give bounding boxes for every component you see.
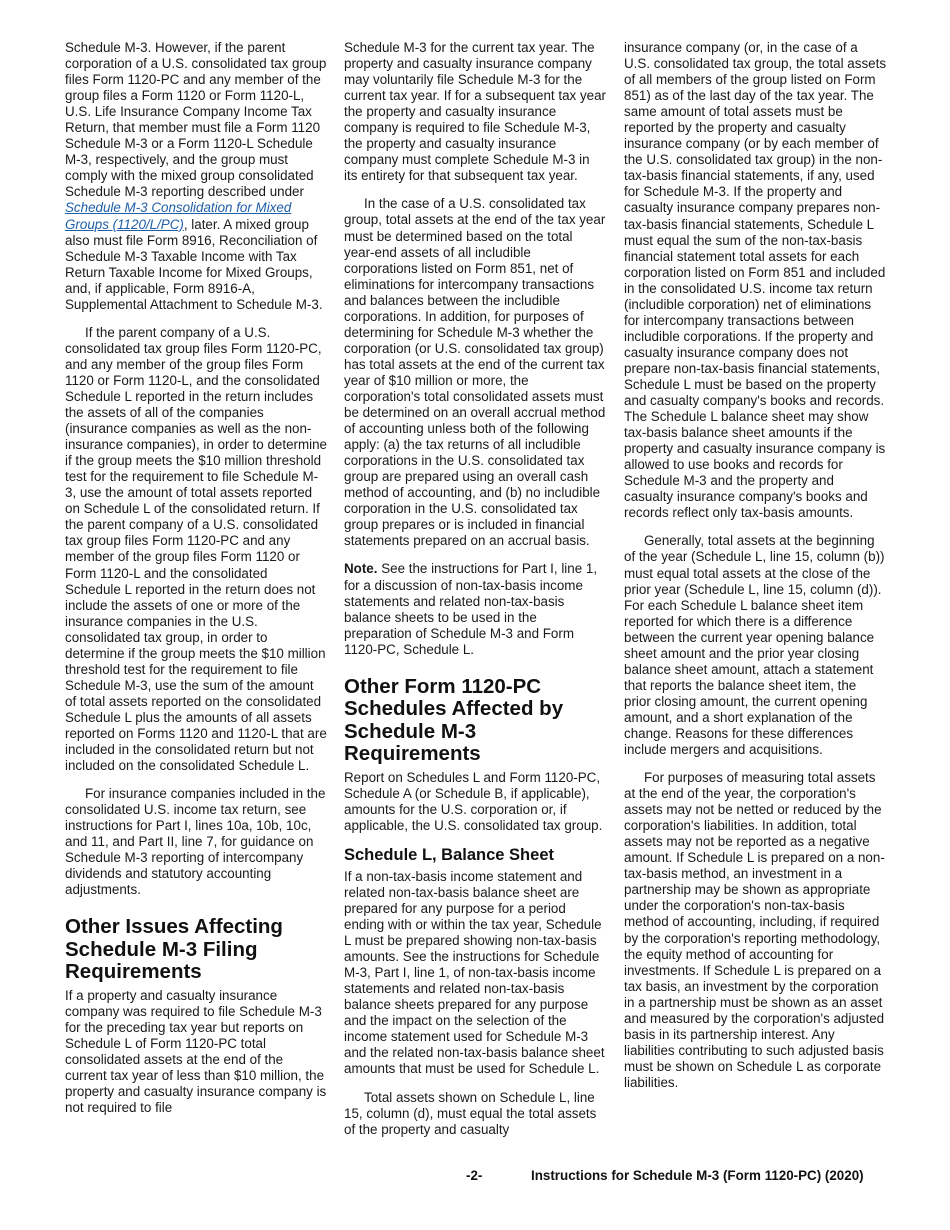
paragraph: For insurance companies included in the consolidated U.S. income tax return, see instructions for Part I, lines 10a, 10b, 10c, and 11, and Part II, line 7, for guidance on Schedule M-3 reporting of intercompany dividends and statutory accounting adjustments. xyxy=(65,786,326,898)
paragraph: For purposes of measuring total assets at the end of the year, the corporation's assets may not be netted or reduced by the corporation's liabilities. In addition, total assets may not be reported as a negative amount. If Schedule L is prepared on a non-tax-basis method, an investment in a partnership may be shown as appropriate under the corporation's non-tax-basis method of accounting, including, if required by the corporation's reporting methodology, the equity method of accounting for investments. If Schedule L is prepared on a tax basis, an investment by the corporation in a partnership must be shown as an asset and measured by the corporation's adjusted basis in its partnership interest. Any liabilities contributing to such adjusted basis must be shown on Schedule L as corporate liabilities. xyxy=(624,770,885,1090)
section-heading: Other Form 1120-PC Schedules Affected by Schedule M-3 Requirements xyxy=(344,674,564,766)
column-1 xyxy=(65,40,327,1128)
paragraph: Schedule M-3 for the current tax year. The property and casualty insurance company may voluntarily file Schedule M-3 for the current tax year. If for a subsequent tax year the property and casualty insurance company is required to file Schedule M-3, the property and casualty insurance company must complete Schedule M-3 in its entirety for that subsequent tax year. xyxy=(344,40,606,184)
paragraph: Generally, total assets at the beginning of the year (Schedule L, line 15, column (b)) must equal total assets at the close of the prior year (Schedule L, line 15, column (d)). For each Schedule L balance sheet item reported for which there is a difference between the current year opening balance sheet amount and the prior year closing balance sheet amount, attach a statement that reports the balance sheet item, the prior closing amount, the current opening amount, and a short explanation of the change. Reasons for these differences include mergers and acquisitions. xyxy=(624,533,885,758)
note-paragraph: Note. See the instructions for Part I, line 1, for a discussion of non-tax-basis income statements and related non-tax-basis balance sheets to be used in the preparation of Schedule M-3 and Form 1120-PC, Schedule L. xyxy=(344,561,598,657)
paragraph: If a property and casualty insurance company was required to file Schedule M-3 for the preceding tax year but reports on Schedule L of Form 1120-PC total consolidated assets at the end of the current tax year of less than $10 million, the property and casualty insurance company is not required to file xyxy=(65,987,327,1116)
document-title: Instructions for Schedule M-3 (Form 1120-PC) (2020) xyxy=(531,1168,864,1183)
paragraph: Total assets shown on Schedule L, line 15, column (d), must equal the total assets of the property and casualty xyxy=(344,1089,597,1137)
paragraph: insurance company (or, in the case of a U.S. consolidated tax group, the total assets of all members of the group listed on Form 851) as of the last day of the tax year. The same amount of total assets must be reported by the property and casualty insurance company (or by each member of the U.S. consolidated tax group) in the non-tax-basis financial statements, if any, used for Schedule M-3. If the property and casualty insurance company prepares non-tax-basis financial statements, Schedule L must equal the sum of the non-tax-basis financial statement total assets for each corporation listed on Form 851 and included in the consolidated U.S. income tax return (includible corporation) net of eliminations for intercompany transactions between includible corporations. If the property and casualty insurance company does not prepare non-tax-basis financial statements, Schedule L must be based on the property and casualty company's books and records. The Schedule L balance sheet may show tax-basis balance sheet amounts if the property and casualty insurance company is allowed to use books and records for Schedule M-3 and the property and casualty insurance company's books and records reflect only tax-basis amounts. xyxy=(624,40,887,521)
page-number: -2- xyxy=(466,1168,483,1183)
paragraph: If the parent company of a U.S. consolidated tax group files Form 1120-PC, and any member of the group files Form 1120 or Form 1120-L, and the consolidated Schedule L reported in the return includes the assets of all of the companies (insurance companies as well as the non-insurance companies), in order to determine if the group meets the $10 million threshold test for the requirement to file Schedule M-3, use the amount of total assets reported on Schedule L of the consolidated return. If the parent company of a U.S. consolidated tax group files Form 1120-PC and any member of the group files Form 1120 or Form 1120-L and the consolidated Schedule L reported in the return does not include the assets of one or more of the insurance companies in the U.S. consolidated tax group, in order to determine if the group meets the $10 million threshold test for the requirement to file Schedule M-3, use the sum of the amount of total assets reported on the consolidated Schedule L plus the amounts of all assets reported on Forms 1120 and 1120-L that are included in the consolidated return but not included on the consolidated Schedule L. xyxy=(65,324,327,774)
paragraph: Report on Schedules L and Form 1120-PC, Schedule A (or Schedule B, if applicable), amounts for the U.S. corporation or, if applicable, the U.S. consolidated tax group. xyxy=(344,769,603,833)
column-3 xyxy=(624,40,886,1103)
subsection-heading: Schedule L, Balance Sheet xyxy=(344,845,554,864)
mixed-groups-link[interactable]: Schedule M-3 Consolidation for Mixed Groups (1120/L/PC) xyxy=(65,200,292,232)
section-heading: Other Issues Affecting Schedule M-3 Filing Requirements xyxy=(65,915,283,984)
paragraph: Schedule M-3. However, if the parent corporation of a U.S. consolidated tax group files Form 1120-PC and any member of the group files a Form 1120 or Form 1120-L, U.S. Life Insurance Company Income Tax Return, that member must file a Form 1120 Schedule M-3 or a Form 1120-L Schedule M-3, respectively, and the group must comply with the mixed group consolidated Schedule M-3 reporting described under Schedule M-3 Consolidation for Mixed Groups (1120/L/PC), later. A mixed group also must file Form 8916, Reconciliation of Schedule M-3 Taxable Income with Tax Return Taxable Income for Mixed Groups, and, if applicable, Form 8916-A, Supplemental Attachment to Schedule M-3. xyxy=(65,40,327,312)
paragraph: If a non-tax-basis income statement and related non-tax-basis balance sheet are prepared for any purpose for a period ending with or within the tax year, Schedule L must be prepared showing non-tax-basis amounts. See the instructions for Schedule M-3, Part I, line 1, of non-tax-basis income statements and related non-tax-basis balance sheets prepared for any purpose and the impact on the selection of the income statement used for Schedule M-3 and the related non-tax-basis balance sheet amounts that must be used for Schedule L. xyxy=(344,868,605,1077)
column-2 xyxy=(344,40,606,1150)
paragraph: In the case of a U.S. consolidated tax group, total assets at the end of the tax year must be determined based on the total year-end assets of all includible corporations listed on Form 851, net of eliminations for intercompany transactions and balances between the includible corporations. In addition, for purposes of determining for Schedule M-3 whether the corporation (or U.S. consolidated tax group) has total assets at the end of the current tax year of $10 million or more, the corporation's total consolidated assets must be determined on an overall accrual method of accounting unless both of the following apply: (a) the tax returns of all includible corporations in the U.S. consolidated tax group are prepared using an overall cash method of accounting, and (b) no includible corporation in the U.S. consolidated tax group prepares or is included in financial statements prepared on an accrual basis. xyxy=(344,196,606,549)
note-label: Note. xyxy=(344,561,378,577)
